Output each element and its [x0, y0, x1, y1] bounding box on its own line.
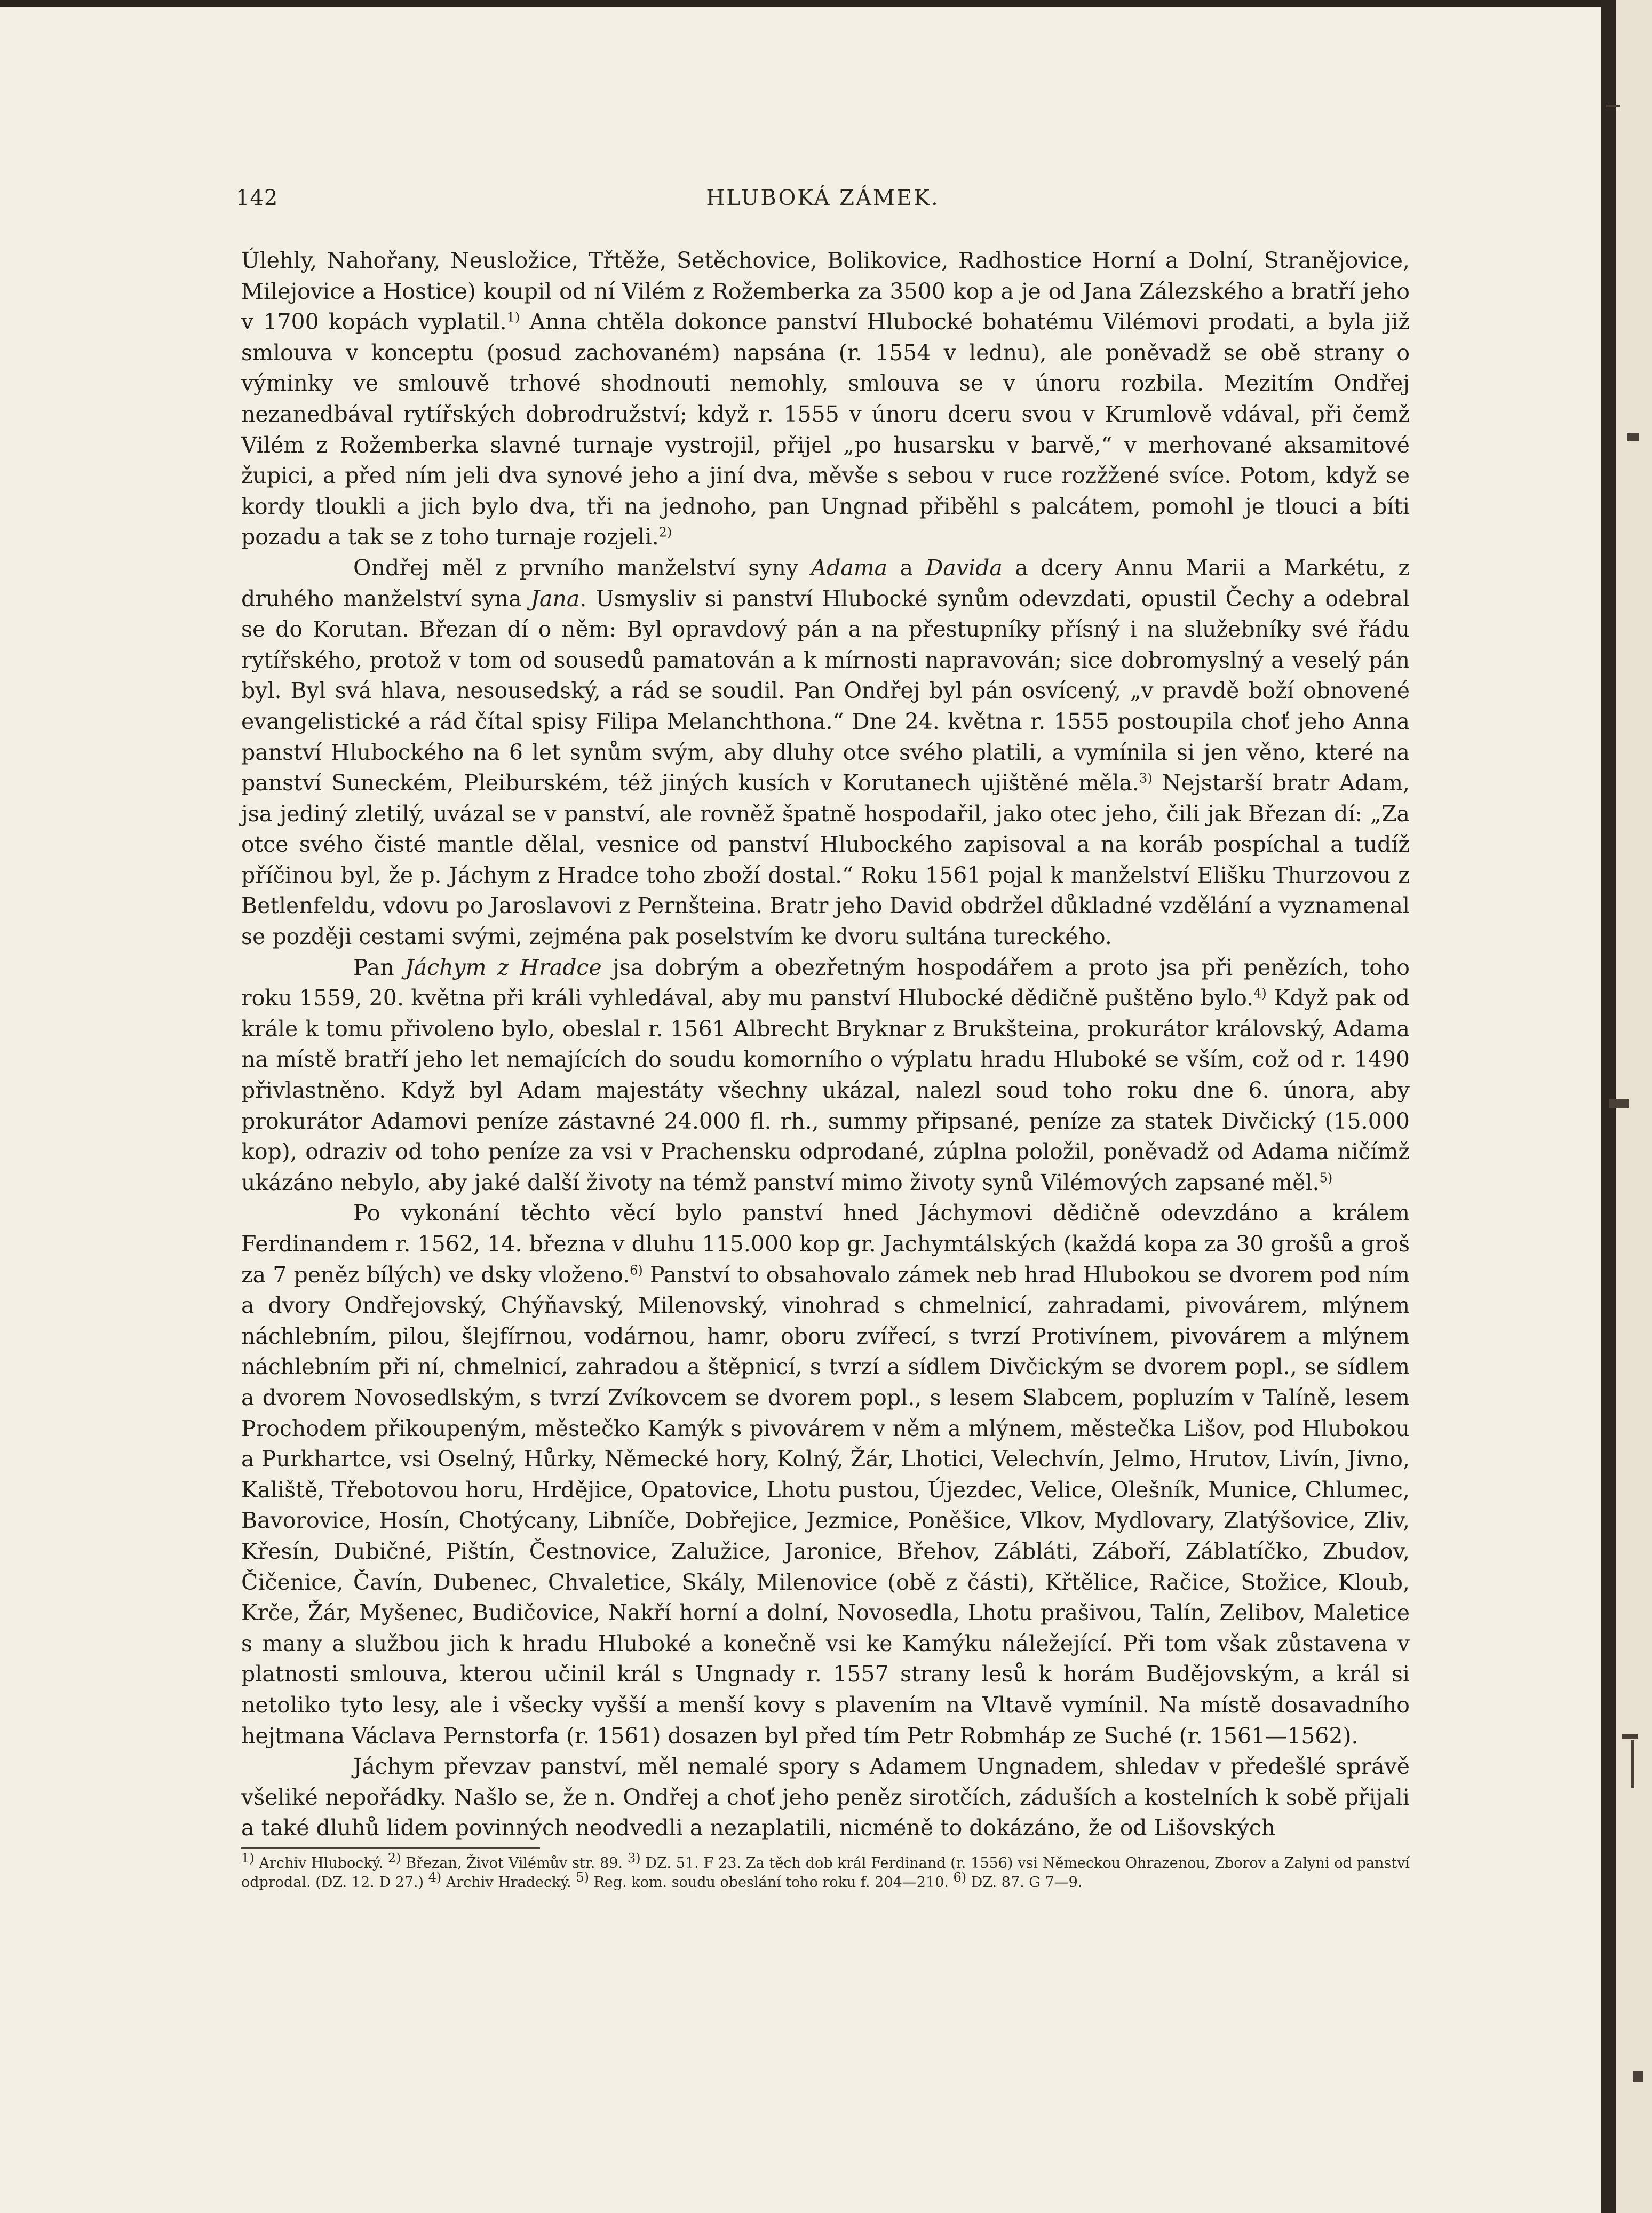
body-paragraph: [241, 1198, 1410, 1751]
text-run: Panství to obsahovalo zámek neb hrad Hlubokou se dvorem pod ním a dvory Ondřejovský, Chýňavský, Milenovský, vinohrad s chmelnicí, zahradami, pivovárem, mlýnem náchlebním, pilou, šlejfírnou, vodárnou, hamr, oboru zvířecí, s tvrzí Protivínem, pivovárem a mlýnem náchlebním při ní, chmelnicí, zahradou a štěpnicí, s tvrzí a sídlem Divčickým se dvorem popl., se sídlem a dvorem Novosedlským, s tvrzí Zvíkovcem se dvorem popl., s lesem Slabcem, popluzím v Talíně, lesem Prochodem přikoupeným, městečko Kamýk s pivovárem v něm a mlýnem, městečka Lišov, pod Hlubokou a Purkhartce, vsi Oselný, Hůrky, Německé hory, Kolný, Žár, Lhotici, Velechvín, Jelmo, Hrutov, Livín, Jivno, Kaliště, Třebotovou horu, Hrdějice, Opatovice, Lhotu pustou, Újezdec, Velice, Olešník, Munice, Chlumec, Bavorovice, Hosín, Chotýcany, Libníče, Dobřejice, Jezmice, Poněšice, Vlkov, Mydlovary, Zlatýšovice, Zliv, Křesín, Dubičné, Pištín, Čestnovice, Zalužice, Jaronice, Břehov, Zábláti, Záboří, Záblatíčko, Zbudov, Čičenice, Čavín, Dubenec, Chvaletice, Skály, Milenovice (obě z části), Křtělice, Račice, Stožice, Kloub, Krče, Žár, Myšenec, Budičovice, Nakří horní a dolní, Novosedla, Lhotu prašivou, Talín, Zelibov, Maletice s many a službou jich k hradu Hluboké a konečně vsi ke Kamýku náležející. Při tom však zůstavena v platnosti smlouva, kterou učinil král s Ungnady r. 1557 strany lesů k horám Budějovským, a král si netoliko tyto lesy, ale i všecky vyšší a menší kovy s plavením na Vltavě vymínil. Na místě dosavadního hejtmana Václava Pernstorfa (r. 1561) dosazen byl před tím Petr Robmháp ze Suché (r. 1561—1562).: [241, 1262, 1410, 1749]
text-run: Anna chtěla dokonce panství Hlubocké bohatému Vilémovi prodati, a byla již smlouva v konceptu (posud zachovaném) napsána (r. 1554 v lednu), ale poněvadž se obě strany o výminky ve smlouvě trhové shodnouti nemohly, smlouva se v únoru rozbila. Mezitím Ondřej nezanedbával rytířských dobrodružství; když r. 1555 v únoru dceru svou v Krumlově vdával, při čemž Vilém z Rožemberka slavné turnaje vystrojil, přijel „po husarsku v barvě,“ v merhované aksamitové župici, a před ním jeli dva synové jeho a jiní dva, měvše s sebou v ruce rozžžené svíce. Potom, když se kordy tloukli a jich bylo dva, tři na jednoho, pan Ungnad přiběhl s palcátem, pomohl je tlouci a bíti pozadu a tak se z toho turnaje rozjeli.: [241, 309, 1410, 550]
footnote-ref: 2): [658, 525, 672, 540]
footnote-text: Březan, Život Vilémův str. 89.: [401, 1855, 628, 1871]
footnote-text: DZ. 51. F 23. Za těch dob král Ferdinand (r. 1556) vsi Německou Ohrazenou, Zborov a Zalyni od panství odprodal. (DZ. 12. D 27.): [241, 1855, 1410, 1891]
footnote-ref: 3): [1139, 771, 1153, 786]
footnote: [953, 1870, 1083, 1891]
footnote-ref: 6): [630, 1262, 643, 1278]
footnote-number: 6): [953, 1870, 967, 1885]
text-run: jsa dobrým a obezřetným hospodářem a proto jsa při penězích, toho roku 1559, 20. května při králi vyhledával, aby mu panství Hlubocké dědičně puštěno bylo.: [241, 954, 1410, 1011]
footnote-number: 4): [428, 1870, 442, 1885]
footnote-text: DZ. 87. G 7—9.: [966, 1874, 1083, 1891]
scan-top-edge: [0, 0, 1652, 7]
text-run: Nejstarší bratr Adam, jsa jediný zletilý, uvázal se v panství, ale rovněž špatně hospodařil, jako otec jeho, čili jak Březan dí: „Za otce svého čisté mantle dělal, vesnice od panství Hlubockého zapisoval a na koráb pospíchal a tudíž příčinou byl, že p. Jáchym z Hradce toho zboží dostal.“ Roku 1561 pojal k manželství Elišku Thurzovou z Betlenfeldu, vdovu po Jaroslavovi z Pernšteina. Bratr jeho David obdržel důkladné vzdělání a vyznamenal se později cestami svými, zejména pak poselstvím ke dvoru sultána tureckého.: [241, 770, 1410, 950]
text-run: a: [887, 554, 926, 581]
text-run: Po vykonání těchto věcí bylo panství hned Jáchymovi dědičně odevzdáno a králem Ferdinandem r. 1562, 14. března v dluhu 115.000 kop gr. Jachymtálských (každá kopa za 30 grošů a groš za 7 peněz bílých) ve dsky vloženo.: [241, 1200, 1410, 1288]
footnote-ref: 5): [1319, 1170, 1333, 1186]
italic-name: Jana: [530, 585, 580, 612]
body-paragraph: [241, 553, 1410, 953]
footnotes: [241, 1851, 1410, 1892]
body-text: [241, 245, 1410, 1844]
footnote: [428, 1870, 576, 1891]
footnote-ref: 1): [506, 310, 520, 325]
running-head: [236, 186, 1410, 218]
text-run: Když pak od krále k tomu přivoleno bylo, obeslal r. 1561 Albrecht Bryknar z Brukšteina, prokurátor královský, Adama na místě bratří jeho let nemajících do soudu komorního o výplatu hradu Hluboké se vším, což od r. 1490 přivlastněno. Když byl Adam majestáty všechny ukázal, nalezl soud toho roku dne 6. února, aby prokurátor Adamovi peníze zástavné 24.000 fl. rh., summy připsané, peníze za statek Divčický (15.000 kop), odraziv od toho peníze za vsi v Prachensku odprodané, zúplna položil, poněvadž od Adama ničímž ukázáno nebylo, aby jaké další životy na témž panství mimo životy synů Vilémových zapsané měl.: [241, 985, 1410, 1195]
text-run: Úlehly, Nahořany, Neusložice, Třtěže, Setěchovice, Bolikovice, Radhostice Horní a Dolní, Stranějovice, Milejovice a Hostice) koupil od ní Vilém z Rožemberka za 3500 kop a je od Jana Zálezského a bratří jeho v 1700 kopách vyplatil.: [241, 248, 1410, 335]
scan-mark: [1631, 1740, 1634, 1788]
footnote: [387, 1851, 628, 1871]
body-paragraph: [241, 1751, 1410, 1844]
footnote-divider: [241, 1847, 540, 1849]
footnote: [241, 1851, 388, 1871]
footnote-ref: 4): [1253, 986, 1267, 1001]
text-run: Jáchym převzav panství, měl nemalé spory s Adamem Ungnadem, shledav v předešlé správě všeliké nepořádky. Našlo se, že n. Ondřej a choť jeho peněz sirotčích, záduších a kostelních k sobě přijali a také dluhů lidem povinných neodvedli a nezaplatili, nicméně to dokázáno, že od Lišovských: [241, 1754, 1410, 1841]
text-run: . Usmysliv si panství Hlubocké synům odevzdati, opustil Čechy a odebral se do Korutan. Březan dí o něm: Byl opravdový pán a na přestupníky přísný i na služebníky své řádu rytířského, protož v tom od sousedů pamatován a k mírnosti napravován; sice dobromyslný a veselý pán byl. Byl svá hlava, nesousedský, a rád se soudil. Pan Ondřej byl pán osvícený, „v pravdě boží obnovené evangelistické a rád čítal spisy Filipa Melanchthona.“ Dne 24. května r. 1555 postoupila choť jeho Anna panství Hlubockého na 6 let synům svým, aby dluhy otce svého platili, a vymínila si jen věno, které na panství Suneckém, Pleiburském, též jiných kusích v Korutanech ujištěné měla.: [241, 585, 1410, 796]
italic-name: Davida: [925, 554, 1003, 581]
footnote-text: Archiv Hlubocký.: [254, 1855, 388, 1871]
footnote-text: Archiv Hradecký.: [441, 1874, 576, 1891]
footnote-number: 2): [387, 1851, 401, 1866]
scan-mark: [1606, 105, 1620, 107]
page-title: HLUBOKÁ ZÁMEK.: [706, 186, 940, 210]
footnote: [576, 1870, 954, 1891]
italic-name: Jáchym z Hradce: [405, 954, 602, 980]
footnote-number: 5): [576, 1870, 589, 1885]
body-paragraph: [241, 245, 1410, 553]
footnote-number: 1): [241, 1851, 255, 1866]
scan-mark: [1627, 433, 1639, 441]
scan-mark: [1633, 2071, 1643, 2082]
scan-mark: [1622, 1734, 1638, 1739]
scan-mark: [1609, 1099, 1629, 1108]
page-number: 142: [236, 186, 279, 210]
body-paragraph: [241, 953, 1410, 1199]
footnote-number: 3): [627, 1851, 641, 1866]
footnote-text: Reg. kom. soudu obeslání toho roku f. 204—210.: [589, 1874, 954, 1891]
italic-name: Adama: [811, 554, 888, 581]
text-run: a dcery Annu Marii a Markétu, z druhého manželství syna: [241, 554, 1410, 612]
text-run: Pan: [353, 954, 406, 980]
text-run: Ondřej měl z prvního manželství syny: [353, 554, 811, 581]
